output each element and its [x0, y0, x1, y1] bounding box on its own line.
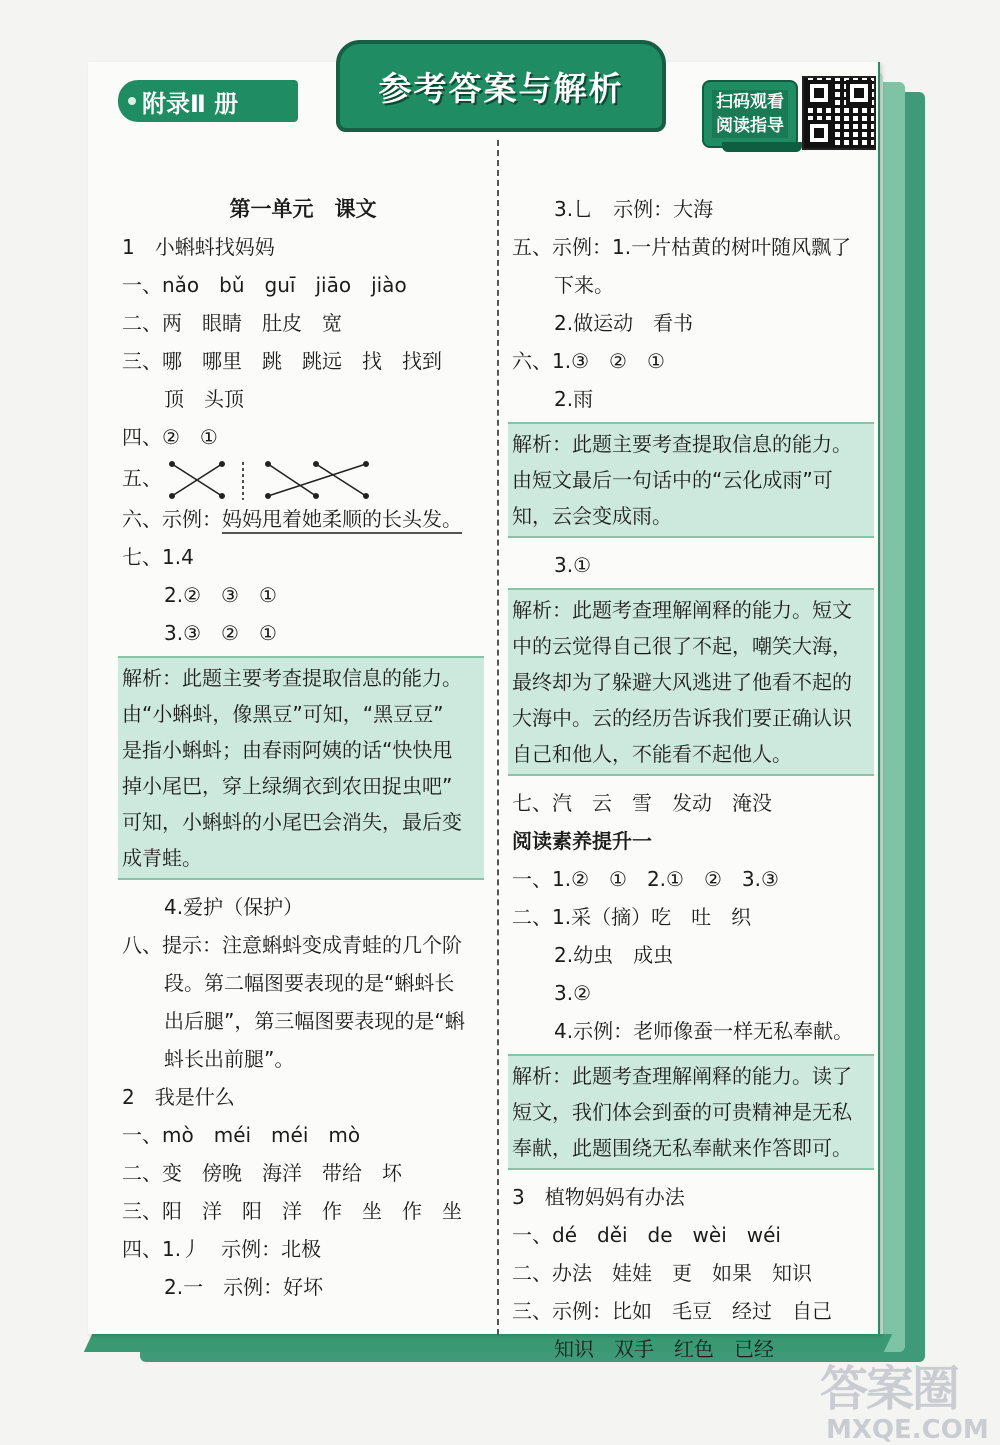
left-column [122, 190, 484, 1306]
answer-line: 一、1.② ① 2.① ② 3.③ [512, 867, 779, 891]
watermark-url: MXQE.COM [826, 1415, 989, 1445]
answer-line: 下来。 [554, 273, 614, 297]
answer-line: 一、mò méi méi mò [122, 1123, 361, 1147]
answer-line: 蚪长出前腿”。 [164, 1047, 295, 1071]
lesson-title: 2 我是什么 [122, 1085, 235, 1109]
answer-line: 三、示例：比如 毛豆 经过 自己 [512, 1299, 832, 1323]
qr-guide-badge [702, 80, 798, 148]
banner-title: 参考答案与解析 [378, 68, 624, 108]
unit-heading: 第一单元 课文 [229, 197, 377, 221]
answer-line: 3.③ ② ① [164, 621, 277, 645]
appendix-tab [118, 80, 298, 122]
right-column [512, 190, 874, 1368]
lesson-title: 3 植物妈妈有办法 [512, 1185, 685, 1209]
section-title: 阅读素养提升一 [512, 829, 652, 853]
qr-badge-line1: 扫码观看 [712, 90, 788, 114]
answer-line: 四、② ① [122, 425, 218, 449]
title-banner [336, 40, 666, 132]
answer-line: 二、变 傍晚 海洋 带给 坏 [122, 1161, 402, 1185]
answer-line: 4.爱护（保护） [164, 895, 304, 919]
analysis-line: 奉献，此题围绕无私奉献来作答即可。 [512, 1136, 852, 1160]
qr-finder-icon [806, 80, 832, 106]
answer-line: 三、哪 哪里 跳 跳远 找 找到 [122, 349, 442, 373]
analysis-line: 知，云会变成雨。 [512, 504, 672, 528]
analysis-line: 自己和他人，不能看不起他人。 [512, 742, 792, 766]
analysis-line: 是指小蝌蚪；由春雨阿姨的话“快快甩 [122, 738, 453, 762]
analysis-line: 最终却为了躲避大风逃进了他看不起的 [512, 670, 852, 694]
answer-line: 二、两 眼睛 肚皮 宽 [122, 311, 342, 335]
qr-badge-line2: 阅读指导 [712, 114, 788, 138]
answer-line: 一、nǎo bǔ guī jiāo jiào [122, 273, 407, 297]
qr-finder-icon [846, 80, 872, 106]
monitor-stand-icon [722, 142, 802, 152]
analysis-line: 解析：此题主要考查提取信息的能力。 [122, 666, 462, 690]
analysis-line: 解析：此题主要考查提取信息的能力。 [512, 432, 852, 456]
answer-prefix: 六、示例： [122, 507, 222, 531]
analysis-line: 掉小尾巴，穿上绿绸衣到农田捉虫吧” [122, 774, 453, 798]
analysis-box [508, 588, 874, 776]
lesson-title: 1 小蝌蚪找妈妈 [122, 235, 275, 259]
answer-line: 2.雨 [554, 387, 594, 411]
answer-line [122, 500, 484, 538]
answer-line: 出后腿”，第三幅图要表现的是“蝌 [164, 1009, 465, 1033]
answer-line: 七、1.4 [122, 545, 194, 569]
answer-label: 五、 [122, 466, 162, 490]
answer-line: 3.乚 示例：大海 [554, 197, 714, 221]
sentence-answer: 妈妈甩着她柔顺的长头发。 [222, 507, 462, 531]
analysis-box [118, 656, 484, 880]
qr-code-icon[interactable] [802, 76, 876, 150]
answer-line: 二、办法 娃娃 更 如果 知识 [512, 1261, 812, 1285]
analysis-line: 成青蛙。 [122, 846, 202, 870]
analysis-line: 解析：此题考查理解阐释的能力。读了 [512, 1064, 852, 1088]
matching-lines-diagram [168, 458, 418, 502]
answer-line: 3.② [554, 981, 592, 1005]
analysis-line: 可知，小蝌蚪的小尾巴会消失，最后变 [122, 810, 462, 834]
answer-line: 3.① [554, 553, 592, 577]
answer-line: 知识 双手 红色 已经 [554, 1337, 774, 1361]
analysis-line: 由短文最后一句话中的“云化成雨”可 [512, 468, 833, 492]
answer-line: 2.做运动 看书 [554, 311, 694, 335]
analysis-line: 短文，我们体会到蚕的可贵精神是无私 [512, 1100, 852, 1124]
answer-line: 六、1.③ ② ① [512, 349, 665, 373]
bullet-dot-icon [128, 97, 136, 105]
answer-line: 段。第二幅图要表现的是“蝌蚪长 [164, 971, 455, 995]
answer-line: 八、提示：注意蝌蚪变成青蛙的几个阶 [122, 933, 462, 957]
answer-line: 七、汽 云 雪 发动 淹没 [512, 791, 772, 815]
appendix-label: 附录Ⅱ 册 [142, 89, 239, 118]
site-watermark [820, 1350, 989, 1445]
analysis-box [508, 1054, 874, 1170]
matching-answer [122, 456, 484, 500]
answer-line: 顶 头顶 [164, 387, 244, 411]
answer-line: 四、1.丿 示例：北极 [122, 1237, 322, 1261]
analysis-line: 由“小蝌蚪，像黑豆”可知，“黑豆豆” [122, 702, 444, 726]
answer-line: 2.幼虫 成虫 [554, 943, 674, 967]
answer-line: 三、阳 洋 阳 洋 作 坐 作 坐 [122, 1199, 462, 1223]
answer-line: 2.② ③ ① [164, 583, 277, 607]
column-divider [497, 140, 499, 1335]
analysis-line: 解析：此题考查理解阐释的能力。短文 [512, 598, 852, 622]
answer-line: 一、dé děi de wèi wéi [512, 1223, 781, 1247]
answer-line: 五、示例：1.一片枯黄的树叶随风飘了 [512, 235, 852, 259]
analysis-box [508, 422, 874, 538]
analysis-line: 中的云觉得自己很了不起，嘲笑大海， [512, 634, 852, 658]
qr-finder-icon [806, 120, 832, 146]
answer-line: 二、1.采（摘）吃 吐 织 [512, 905, 752, 929]
watermark-logo: 答案圈 [820, 1361, 959, 1417]
analysis-line: 大海中。云的经历告诉我们要正确认识 [512, 706, 852, 730]
answer-line: 2.一 示例：好坏 [164, 1275, 324, 1299]
answer-line: 4.示例：老师像蚕一样无私奉献。 [554, 1019, 854, 1043]
